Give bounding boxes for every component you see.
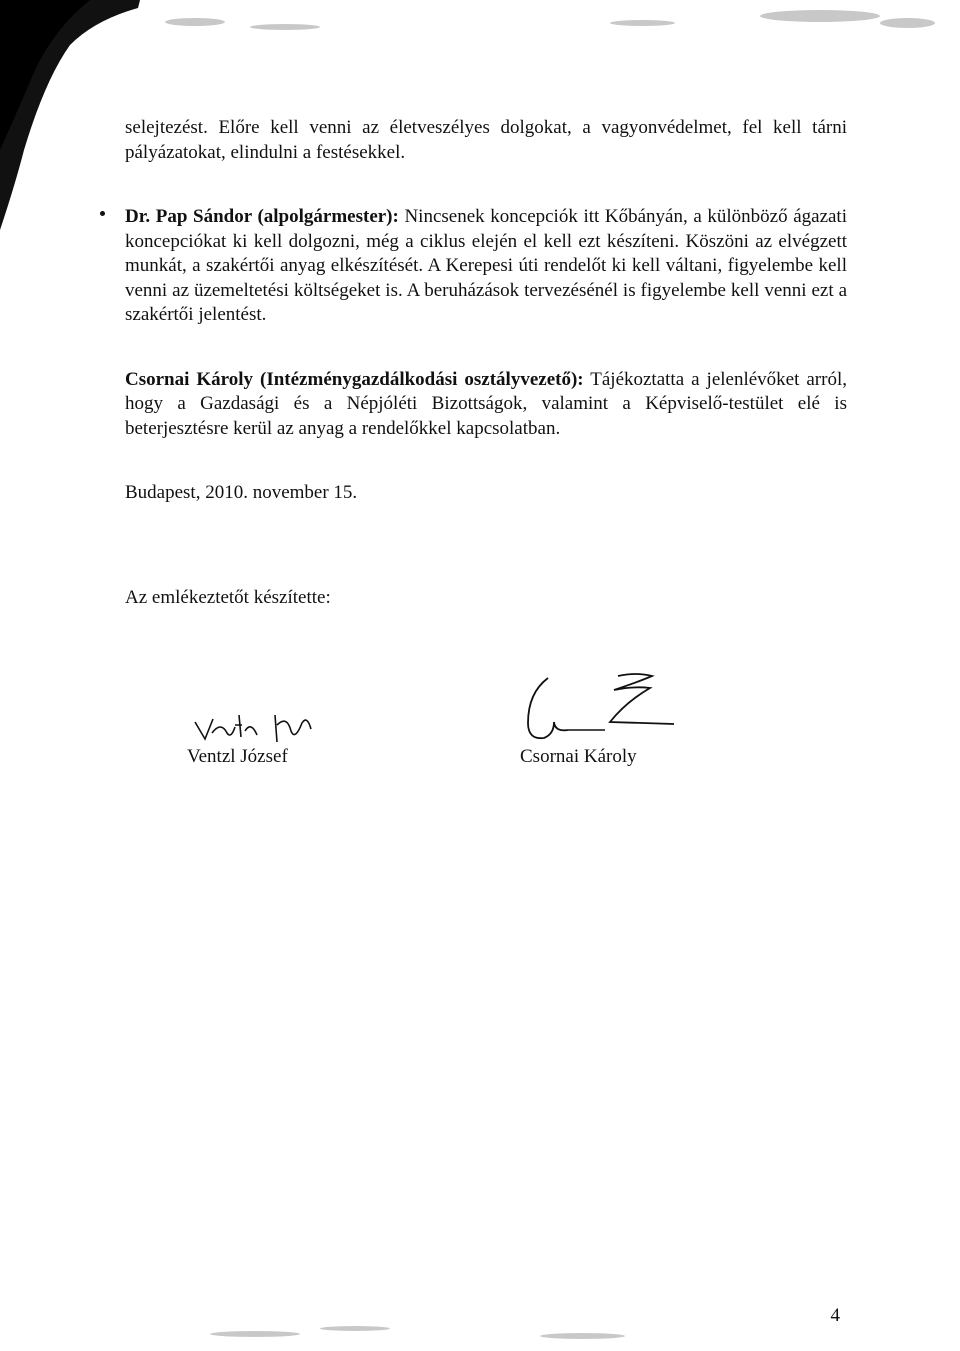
paragraph-3-text: Tájékoztatta a jelenlévőket arról, hogy a Gazdasági és a Népjóléti Bizottságok, valamint a Képviselő-testület elé is beterjesztésre kerül az anyag a rendelőkkel kapcsolatban. <box>125 368 847 439</box>
margin-dot <box>100 211 105 216</box>
paragraph-2-text: Nincsenek koncepciók itt Kőbányán, a különböző ágazati koncepciókat ki kell dolgozni, még a ciklus elején el kell ezt készíteni. Köszöni az elvégzett munkát, a szakértői anyag elkészítését. A Kerepesi úti rendelőt ki kell váltani, figyelembe kell venni az üzemeltetési költségeket is. A beruházások tervezésénél is figyelembe kell venni ezt a szakértői jelentést. <box>125 206 847 325</box>
scan-noise <box>880 18 935 28</box>
scan-noise <box>540 1333 625 1339</box>
scan-corner-mark <box>0 0 140 240</box>
scan-noise <box>165 18 225 26</box>
page-number: 4 <box>830 1305 840 1326</box>
speaker-pap-sandor: Dr. Pap Sándor (alpolgármester): <box>125 206 399 227</box>
signatory-name-csornai: Csornai Károly <box>520 746 637 767</box>
document-page <box>125 116 847 610</box>
paragraph-2 <box>125 205 847 328</box>
signature-section <box>125 668 847 778</box>
scan-noise <box>760 10 880 22</box>
prepared-by-label: Az emlékeztetőt készítette: <box>125 587 331 608</box>
scan-noise <box>250 24 320 30</box>
signature-csornai-handwritten <box>510 668 680 748</box>
scan-noise <box>320 1326 390 1331</box>
document-date: Budapest, 2010. november 15. <box>125 482 358 503</box>
paragraph-3 <box>125 368 847 442</box>
scan-noise <box>610 20 675 26</box>
signatory-name-ventzl: Ventzl József <box>187 746 288 767</box>
speaker-csornai-karoly: Csornai Károly (Intézménygazdálkodási osztályvezető): <box>125 368 584 390</box>
scan-noise <box>210 1331 300 1337</box>
paragraph-1: selejtezést. Előre kell venni az életveszélyes dolgokat, a vagyonvédelmet, fel kell tárni pályázatokat, elindulni a festésekkel. <box>125 117 847 163</box>
